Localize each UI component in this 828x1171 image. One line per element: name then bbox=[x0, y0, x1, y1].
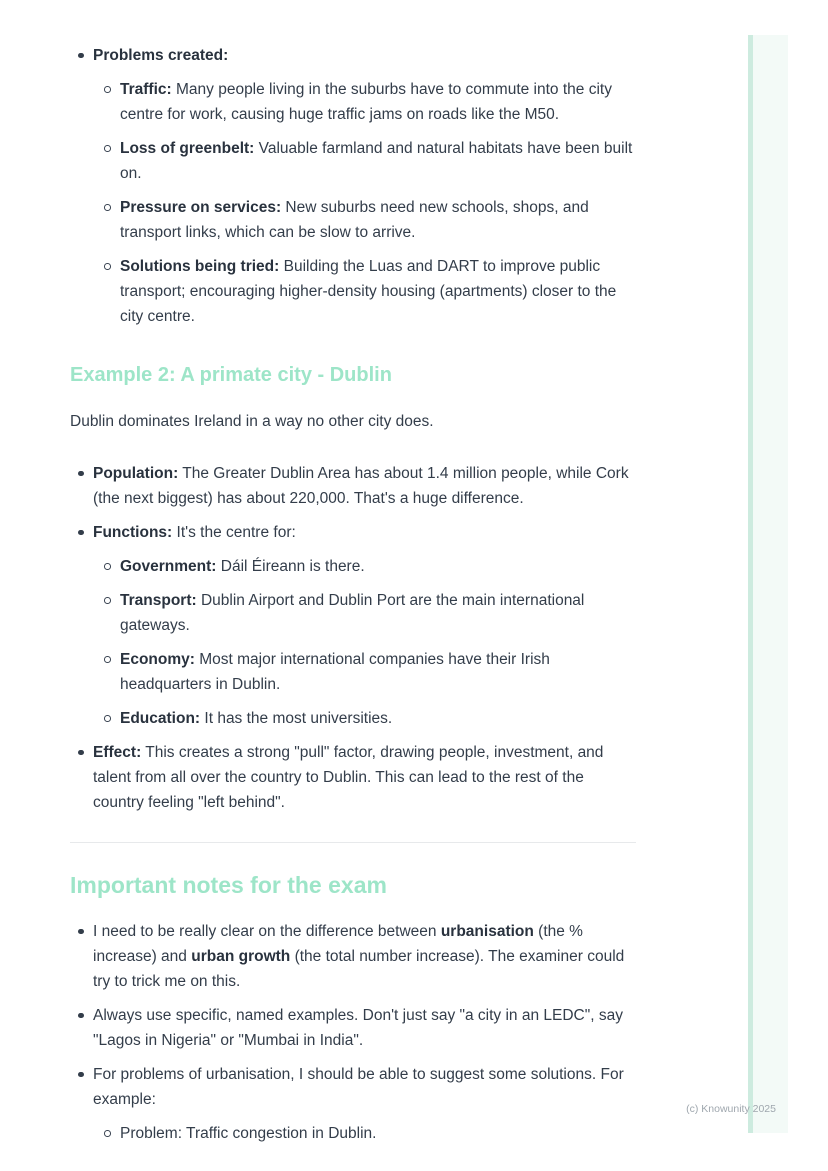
list-item-text: Education: It has the most universities. bbox=[120, 710, 393, 727]
page-content bbox=[70, 0, 636, 1155]
heading-example2: Example 2: A primate city - Dublin bbox=[70, 364, 392, 386]
list-item-text: Solutions being tried: Building the Luas and DART to improve public transport; encouraging higher-density housing (apartments) closer to the city centre. bbox=[120, 258, 617, 325]
sub-list bbox=[93, 554, 636, 731]
list-item bbox=[120, 195, 636, 245]
list-item bbox=[93, 461, 636, 511]
list-item bbox=[93, 740, 636, 815]
list-item bbox=[120, 647, 636, 697]
list-item bbox=[120, 1121, 636, 1146]
problems-created-list bbox=[70, 43, 636, 329]
list-item bbox=[120, 588, 636, 638]
list-item-text: Problem: Traffic congestion in Dublin. bbox=[120, 1125, 377, 1142]
list-item-text: Always use specific, named examples. Don't just say "a city in an LEDC", say "Lagos in Nigeria" or "Mumbai in India". bbox=[93, 1007, 623, 1049]
list-item bbox=[93, 520, 636, 731]
list-item-text: Pressure on services: New suburbs need new schools, shops, and transport links, which can be slow to arrive. bbox=[120, 199, 589, 241]
list-item bbox=[93, 919, 636, 994]
section-divider bbox=[70, 842, 636, 843]
list-item-text: For problems of urbanisation, I should be able to suggest some solutions. For example: bbox=[93, 1066, 624, 1108]
list-item-text: Traffic: Many people living in the suburbs have to commute into the city centre for work, causing huge traffic jams on roads like the M50. bbox=[120, 81, 612, 123]
list-item-text: I need to be really clear on the difference between urbanisation (the % increase) and urban growth (the total number increase). The examiner could try to trick me on this. bbox=[93, 923, 625, 990]
list-item-text: Government: Dáil Éireann is there. bbox=[120, 558, 365, 575]
list-item-text: Transport: Dublin Airport and Dublin Port are the main international gateways. bbox=[120, 592, 585, 634]
list-item bbox=[93, 43, 636, 329]
list-item-text: Functions: It's the centre for: bbox=[93, 524, 296, 541]
sub-list bbox=[93, 77, 636, 329]
heading-important-notes: Important notes for the exam bbox=[70, 872, 387, 898]
dublin-primate-city-list bbox=[70, 461, 636, 815]
list-item bbox=[120, 554, 636, 579]
copyright-footer: (c) Knowunity 2025 bbox=[686, 1103, 776, 1115]
list-item bbox=[120, 254, 636, 329]
list-item-text: Problems created: bbox=[93, 47, 229, 64]
dublin-intro-paragraph: Dublin dominates Ireland in a way no other city does. bbox=[70, 413, 434, 430]
list-item-text: Effect: This creates a strong "pull" factor, drawing people, investment, and talent from all over the country to Dublin. This can lead to the rest of the country feeling "left behind". bbox=[93, 744, 604, 811]
list-item-text: Population: The Greater Dublin Area has about 1.4 million people, while Cork (the next biggest) has about 220,000. That's a huge difference. bbox=[93, 465, 629, 507]
list-item bbox=[120, 136, 636, 186]
list-item-text: Economy: Most major international companies have their Irish headquarters in Dublin. bbox=[120, 651, 550, 693]
page-edge-accent-fill bbox=[753, 35, 788, 1133]
list-item bbox=[120, 77, 636, 127]
list-item-text: Loss of greenbelt: Valuable farmland and natural habitats have been built on. bbox=[120, 140, 633, 182]
sub-list bbox=[93, 1121, 636, 1146]
list-item bbox=[120, 706, 636, 731]
list-item bbox=[93, 1003, 636, 1053]
